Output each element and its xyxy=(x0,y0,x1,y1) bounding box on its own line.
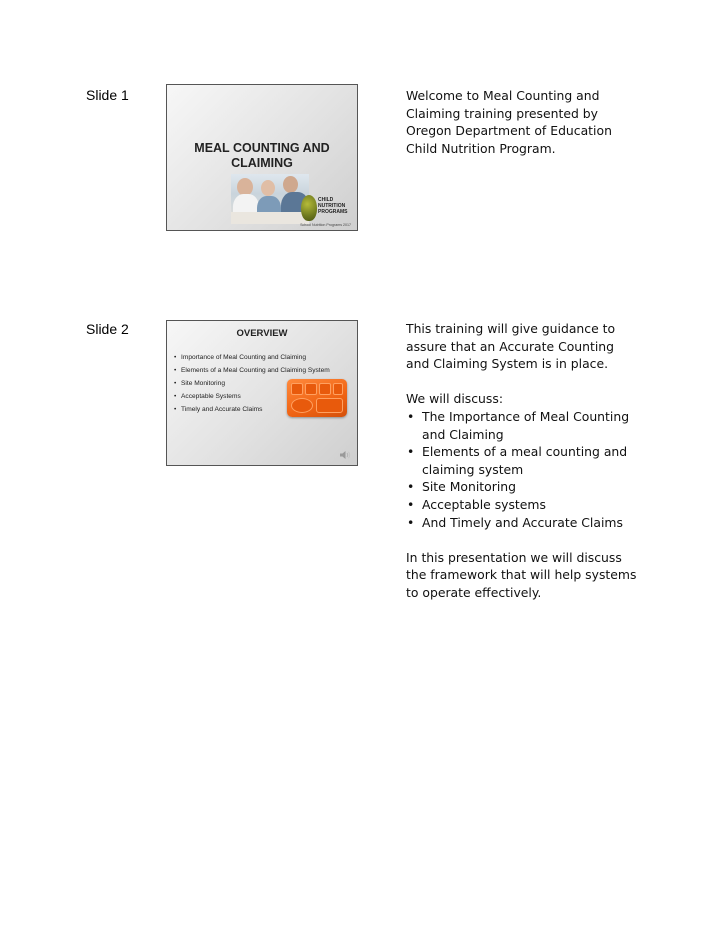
slide-1-label: Slide 1 xyxy=(86,87,129,103)
slide-2-title: OVERVIEW xyxy=(236,328,288,339)
list-item: • Timely and Accurate Claims xyxy=(173,406,355,414)
logo-text: CHILD NUTRITION PROGRAMS xyxy=(318,197,348,215)
list-item: • Site Monitoring xyxy=(406,478,638,496)
list-item: • Acceptable systems xyxy=(406,496,638,514)
slide-2-notes-list xyxy=(406,408,638,531)
slide-2-label: Slide 2 xyxy=(86,321,129,337)
speaker-icon[interactable] xyxy=(339,450,351,460)
slide-1-thumbnail[interactable] xyxy=(166,84,358,231)
list-item: • And Timely and Accurate Claims xyxy=(406,514,638,532)
slide-1-notes-text: Welcome to Meal Counting and Claiming training presented by Oregon Department of Education Child Nutrition Program. xyxy=(406,88,612,156)
list-item: • Elements of a meal counting and claiming system xyxy=(406,443,638,478)
list-item: • Importance of Meal Counting and Claiming xyxy=(173,354,355,362)
slide-2-notes-outro: In this presentation we will discuss the framework that will help systems to operate effectively. xyxy=(406,549,637,600)
slide-2-thumbnail[interactable] xyxy=(166,320,358,466)
list-item: • Acceptable Systems xyxy=(173,393,355,401)
slide-1-photo xyxy=(231,174,309,224)
list-item: • Elements of a Meal Counting and Claiming System xyxy=(173,367,355,375)
lunch-tray-image xyxy=(287,379,347,417)
slide-1-footer: School Nutrition Programs 2017 xyxy=(300,223,351,227)
slide-1-title: MEAL COUNTING AND CLAIMING xyxy=(194,141,330,170)
pear-logo-icon xyxy=(301,195,317,221)
slide-1-notes xyxy=(406,87,638,157)
slide-2-notes-intro: This training will give guidance to assure that an Accurate Counting and Claiming System is in place. xyxy=(406,321,616,372)
slide-2-notes-discuss: We will discuss: xyxy=(406,391,504,407)
list-item: • Site Monitoring xyxy=(173,380,355,388)
list-item: • The Importance of Meal Counting and Claiming xyxy=(406,408,638,443)
slide-2-notes xyxy=(406,320,638,602)
